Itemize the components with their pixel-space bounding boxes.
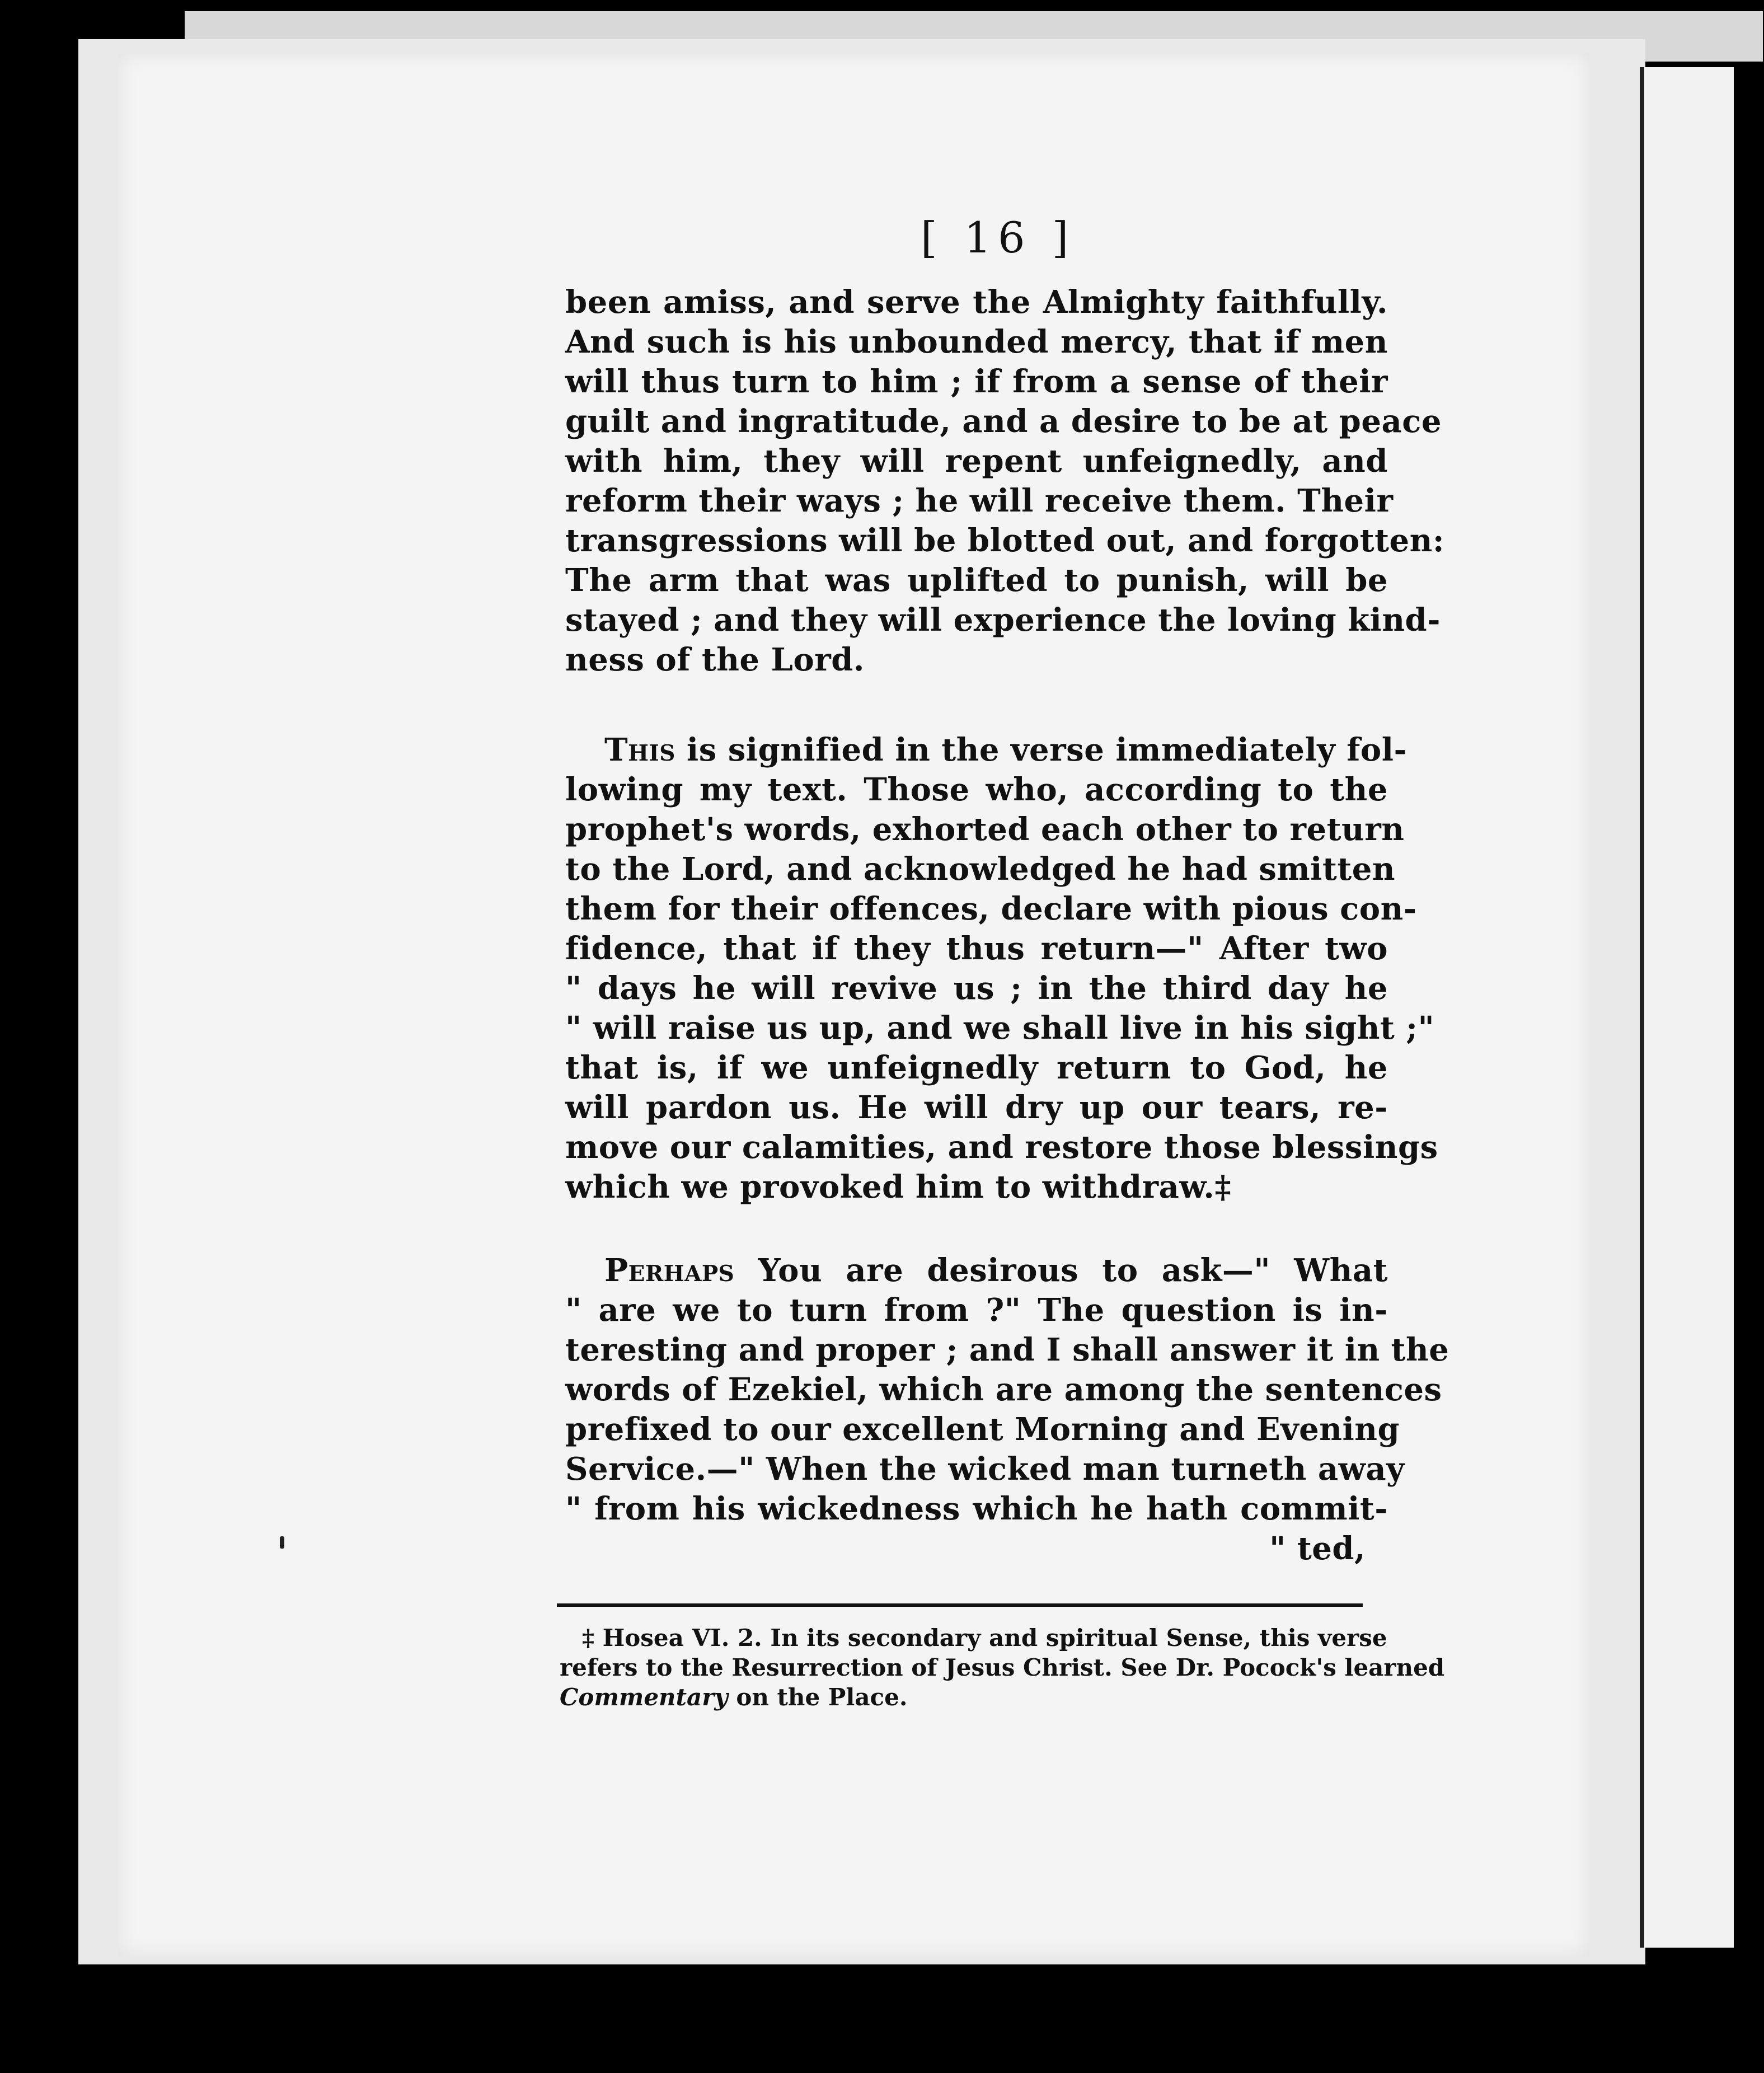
text-line: that is, if we unfeignedly return to God, he [565,1049,1388,1086]
facing-page-edge [1640,67,1734,1948]
text-line: prophet's words, exhorted each other to return [565,811,1405,848]
text-line: " from his wickedness which he hath commit- [565,1490,1388,1527]
text-line: lowing my text. Those who, according to the [565,771,1388,808]
text-line: " are we to turn from ?" The question is in- [565,1292,1388,1329]
text-line: And such is his unbounded mercy, that if men [565,323,1388,360]
paragraph-lead-word: Perhaps [604,1252,735,1289]
text-line-rest: You are desirous to ask—" What [734,1252,1388,1289]
text-line: which we provoked him to withdraw.‡ [565,1169,1232,1206]
text-line: The arm that was uplifted to punish, will be [565,562,1388,599]
text-line: reform their ways ; he will receive them. Their [565,482,1394,519]
text-line: transgressions will be blotted out, and forgotten: [565,522,1444,559]
text-line: with him, they will repent unfeignedly, and [565,443,1388,480]
text-line: teresting and proper ; and I shall answer it in the [565,1331,1449,1368]
paragraph-3 [565,1251,1449,1569]
paragraph-2 [565,730,1438,1207]
text-line: move our calamities, and restore those blessings [565,1129,1438,1166]
text-line: Service.—" When the wicked man turneth away [565,1451,1405,1488]
footnote [560,1623,1445,1712]
text-line: been amiss, and serve the Almighty faithfully. [565,284,1388,321]
paragraph-lead-word: This [604,731,675,768]
text-line: will pardon us. He will dry up our tears, re- [565,1089,1388,1126]
text-line: will thus turn to him ; if from a sense of their [565,363,1388,400]
footnote-line-rest: on the Place. [728,1683,908,1711]
text-line: " will raise us up, and we shall live in his sight ;" [565,1010,1435,1047]
text-line: to the Lord, and acknowledged he had smitten [565,851,1396,888]
footnote-line: refers to the Resurrection of Jesus Christ. See Dr. Pocock's learned [560,1654,1445,1681]
page-number: [ 16 ] [921,213,1076,262]
text-line: stayed ; and they will experience the loving kind- [565,602,1441,639]
text-line-first [565,730,1408,770]
catchword: " ted, [1269,1530,1366,1567]
text-line: them for their offences, declare with pious con- [565,890,1417,927]
footnote-rule [557,1603,1363,1607]
footnote-line: ‡ Hosea VI. 2. In its secondary and spiritual Sense, this verse [582,1624,1387,1652]
text-line: prefixed to our excellent Morning and Evening [565,1411,1400,1448]
text-line: ness of the Lord. [565,641,865,678]
text-line-rest: is signified in the verse immediately fol- [675,731,1408,768]
footnote-italic-word: Commentary [560,1683,728,1711]
ink-speck [280,1536,284,1549]
text-line-first [565,1251,1388,1291]
text-line: words of Ezekiel, which are among the sentences [565,1371,1442,1408]
text-line: guilt and ingratitude, and a desire to be at peace [565,403,1442,440]
footnote-line [560,1682,1366,1712]
paragraph-1 [565,283,1444,680]
text-line: fidence, that if they thus return—" After two [565,930,1388,967]
text-line: " days he will revive us ; in the third day he [565,970,1388,1007]
